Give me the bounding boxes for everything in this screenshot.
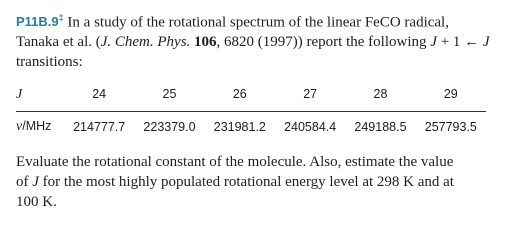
j-header bbox=[16, 87, 64, 112]
j-value: 27 bbox=[275, 87, 345, 112]
problem-question bbox=[16, 152, 516, 212]
transition-j-upper: J bbox=[430, 34, 437, 51]
problem-intro bbox=[16, 8, 516, 72]
j-value: 28 bbox=[345, 87, 415, 112]
j-row bbox=[16, 87, 486, 112]
nu-symbol: ν bbox=[16, 119, 23, 134]
nu-unit: /MHz bbox=[22, 119, 52, 133]
frequency-header bbox=[16, 112, 64, 143]
j-value: 25 bbox=[134, 87, 204, 112]
problem-statement bbox=[16, 8, 516, 72]
j-value: 26 bbox=[205, 87, 275, 112]
j-value: 24 bbox=[64, 87, 134, 112]
problem-number: P11B.9 bbox=[16, 14, 59, 30]
frequency-value: 249188.5 bbox=[354, 120, 407, 134]
journal-volume: 106 bbox=[194, 34, 217, 51]
frequency-value: 231981.2 bbox=[213, 120, 266, 134]
transition-j-lower: J bbox=[482, 34, 490, 51]
intro-text-a: In a study of the rotational spectrum of the linear FeCO radical, bbox=[63, 14, 449, 31]
transition-arrow: + 1 ← bbox=[436, 34, 483, 51]
journal-name: J. Chem. Phys. bbox=[100, 34, 191, 51]
question-line-2b: for the most highly populated rotational energy level at 298 K and at bbox=[38, 174, 454, 190]
question-line-3: 100 K. bbox=[16, 194, 57, 210]
question-j-symbol: J bbox=[32, 174, 39, 190]
j-header-symbol: J bbox=[16, 87, 23, 102]
frequency-value: 223379.0 bbox=[143, 120, 196, 134]
problem-id-mark: ‡ bbox=[58, 13, 64, 23]
question-line-1: Evaluate the rotational constant of the molecule. Also, estimate the value bbox=[16, 154, 454, 170]
problem-id bbox=[16, 14, 64, 29]
question-text bbox=[16, 152, 516, 212]
frequency-value: 214777.7 bbox=[73, 120, 126, 134]
transition-table bbox=[16, 87, 486, 142]
intro-text-b: Tanaka et al. ( bbox=[16, 34, 101, 51]
intro-text-c: , 6820 (1997)) report the following bbox=[216, 34, 431, 51]
question-line-2a: of bbox=[16, 174, 33, 190]
frequency-value: 257793.5 bbox=[424, 120, 477, 134]
frequency-value: 240584.4 bbox=[284, 120, 337, 134]
intro-text-d: transitions: bbox=[16, 54, 83, 71]
j-value: 29 bbox=[416, 87, 486, 112]
frequency-row bbox=[16, 112, 486, 143]
